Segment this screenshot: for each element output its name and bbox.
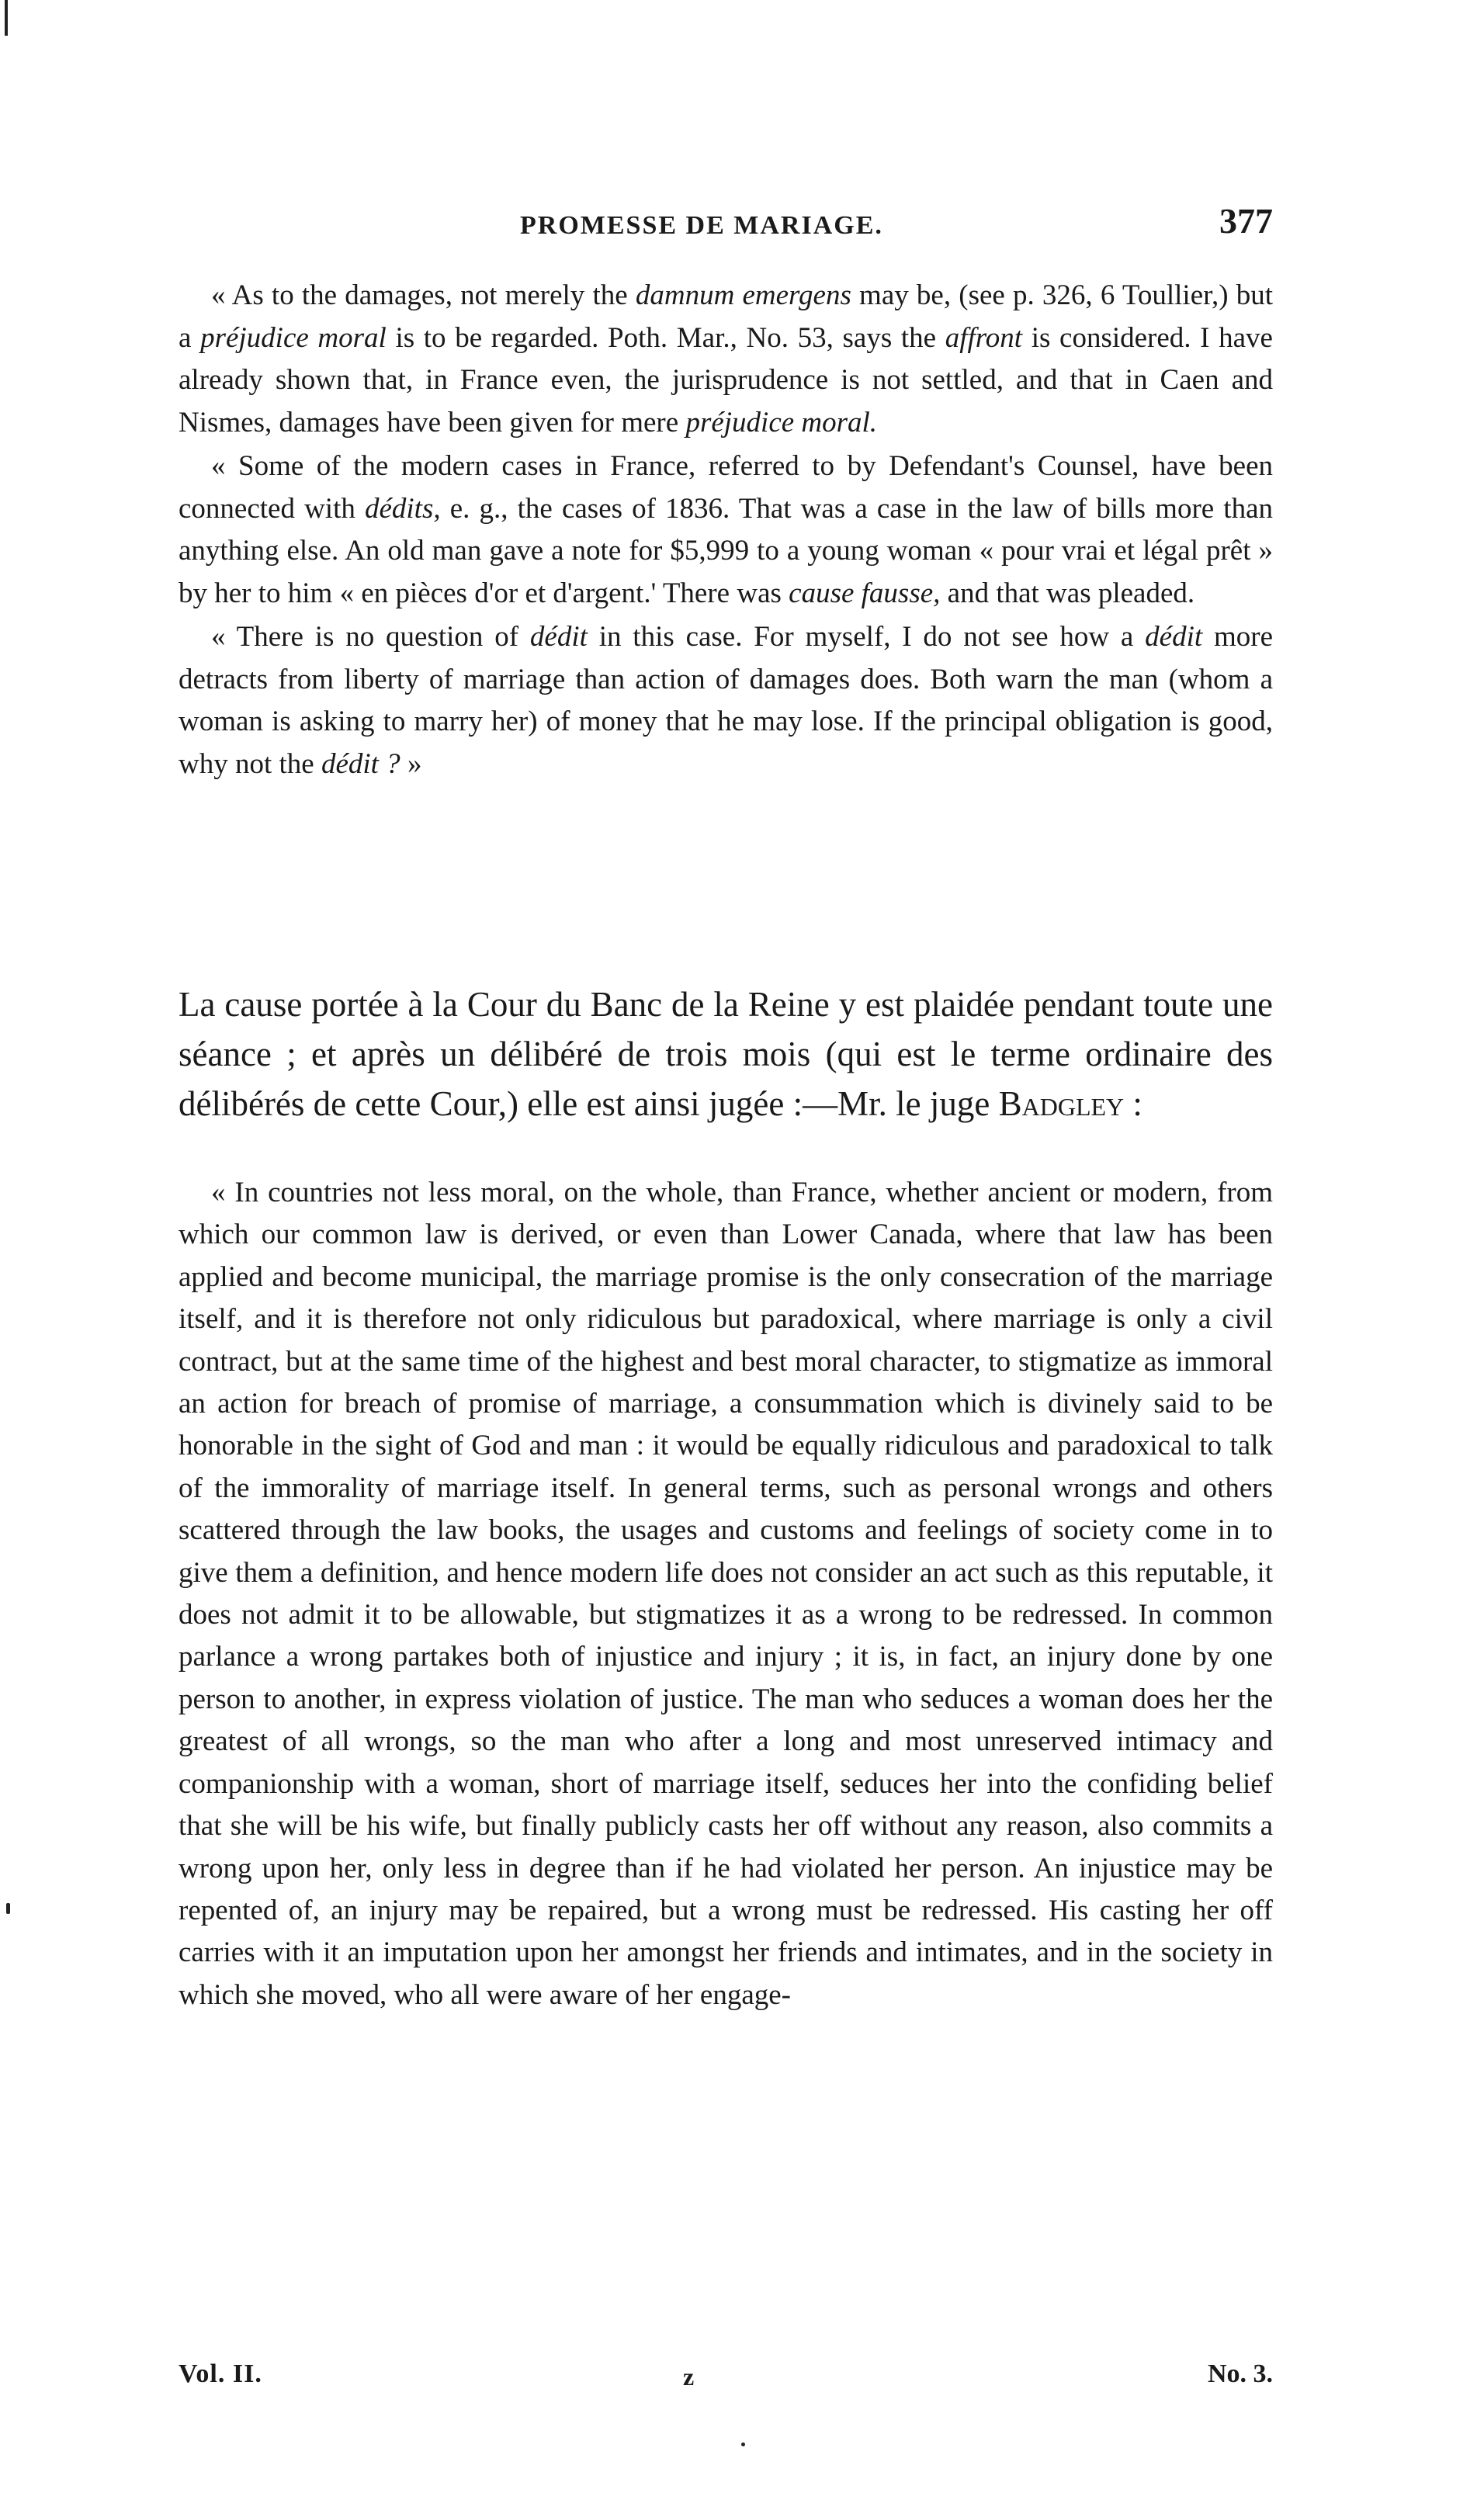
judge-name: Badgley	[998, 1084, 1125, 1123]
quote-text: « As to the damages, not merely the	[211, 279, 636, 311]
quote-text: « Some of the modern cases in France, referred to by Defendant's Counsel, have been connected with	[179, 450, 1273, 525]
quote-paragraph	[179, 446, 1273, 615]
italic-term: dédits,	[364, 492, 441, 525]
quote-text: and that was pleaded.	[940, 577, 1195, 609]
intro-paragraph	[179, 979, 1273, 1128]
quote-paragraph	[179, 275, 1273, 444]
quote-text: in this case. For myself, I do not see how a	[587, 621, 1146, 653]
quote-text: is to be regarded. Poth. Mar., No. 53, says the	[386, 321, 945, 354]
italic-term: préjudice moral.	[685, 406, 878, 439]
quote-text: is considered. I have already shown that, in France even, the jurisprudence is not settled, and that in Caen and Nismes, damages have been given for mere	[179, 321, 1273, 439]
italic-term: préjudice moral	[200, 321, 387, 354]
issue-number: No. 3.	[1207, 2359, 1273, 2388]
italic-term: damnum emergens	[635, 279, 851, 311]
ruling-paragraph: « In countries not less moral, on the whole, than France, whether ancient or modern, from which our common law is derived, or even than Lower Canada, where that law has been applied and become municipal, the marriage promise is the only consecration of the marriage itself, and it is therefore not only ridiculous but paradoxical, where marriage is only a civil contract, but at the same time of the highest and best moral character, to stigmatize as immoral an action for breach of promise of marriage, a consummation which is divinely said to be honorable in the sight of God and man : it would be equally ridiculous and paradoxical to talk of the immorality of marriage itself. In general terms, such as personal wrongs and others scattered through the law books, the usages and customs and feelings of society come in to give them a definition, and hence modern life does not consider an act such as this reputable, it does not admit it to be allowable, but stigmatizes it as a wrong to be redressed. In common parlance a wrong partakes both of injustice and injury ; it is, in fact, an injury done by one person to another, in express violation of justice. The man who seduces a woman does her the greatest of all wrongs, so the man who after a long and most unreserved intimacy and companionship with a woman, short of marriage itself, seduces her into the confiding belief that she will be his wife, but finally publicly casts her off without any reason, also commits a wrong upon her, only less in degree than if he had violated her person. An injustice may be repented of, an injury may be repaired, but a wrong must be redressed. His casting her off carries with it an imputation upon her amongst her friends and intimates, and in the society in which she moved, who all were aware of her engage-	[179, 1177, 1273, 2011]
intro-text: La cause portée à la Cour du Banc de la Reine y est plaidée pendant toute une séance ; et après un délibéré de trois mois (qui est le terme ordinaire des délibérés de cette Cour,) elle est ainsi jugée :—Mr. le juge	[179, 985, 1273, 1123]
italic-term: dédit	[529, 621, 588, 653]
intro-suffix: :	[1124, 1084, 1142, 1123]
volume-label: Vol. II.	[179, 2359, 262, 2388]
judgment-intro	[179, 979, 1273, 1128]
running-title: PROMESSE DE MARIAGE.	[520, 211, 883, 240]
signature-mark: z	[683, 2363, 695, 2390]
margin-rule-mark	[5, 0, 8, 36]
quote-text: »	[400, 747, 422, 780]
quote-text: « There is no question of	[211, 621, 530, 653]
quote-text: more detracts from liberty of marriage than action of damages does. Both warn the man (whom a woman is asking to marry her) of money that he may lose. If the principal obligation is good, why not the	[179, 621, 1273, 780]
margin-ink-mark	[6, 1903, 10, 1914]
italic-term: cause fausse,	[789, 577, 941, 609]
page-footer	[179, 2359, 1273, 2398]
page-number: 377	[1219, 201, 1273, 241]
italic-term: affront	[945, 321, 1023, 354]
italic-term: dédit ?	[321, 747, 400, 780]
bottom-ink-dot	[741, 2442, 745, 2446]
quote-text: may be, (see p. 326, 6 Toullier,) but a	[179, 279, 1273, 354]
quote-paragraph	[179, 616, 1273, 785]
running-head	[179, 200, 1273, 255]
judge-ruling	[179, 1172, 1273, 2016]
italic-term: dédit	[1145, 621, 1203, 653]
quoted-argument	[179, 275, 1273, 785]
quote-text: e. g., the cases of 1836. That was a case in the law of bills more than anything else. An old man gave a note for $5,999 to a young woman « pour vrai et légal prêt » by her to him « en pièces d'or et d'argent.' There was	[179, 492, 1274, 609]
